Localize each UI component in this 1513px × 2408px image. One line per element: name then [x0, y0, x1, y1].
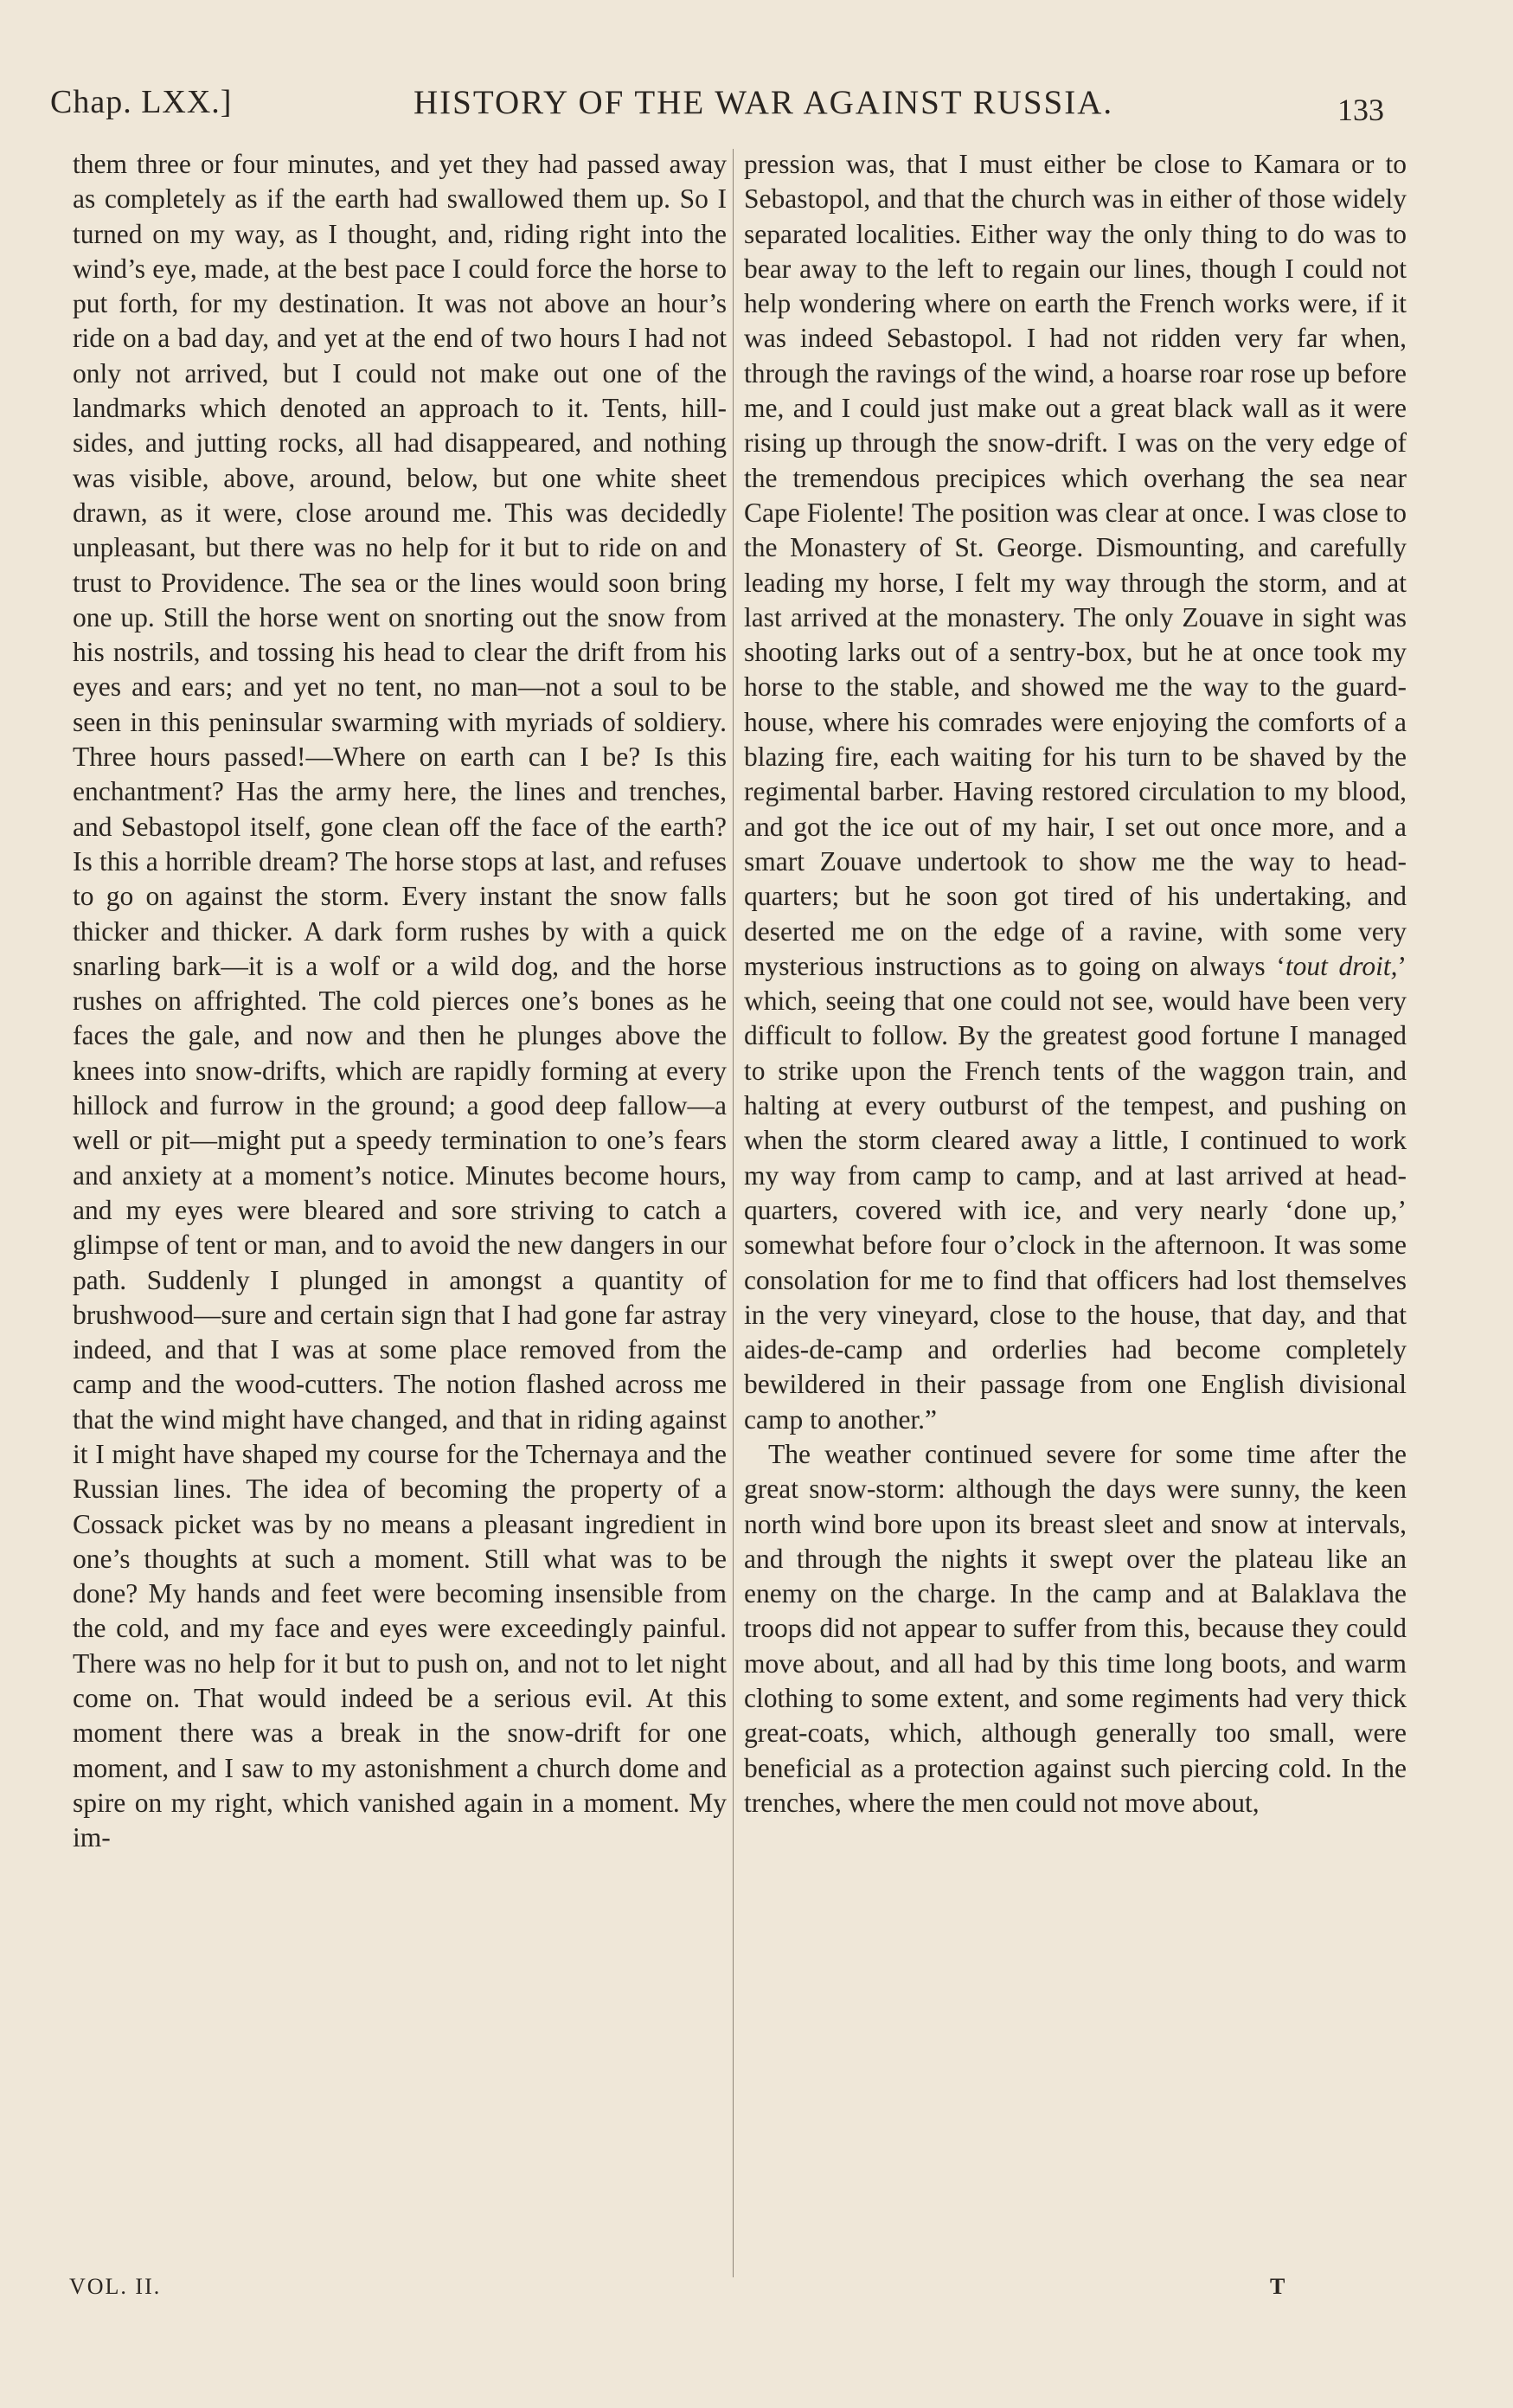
- signature-mark: T: [1270, 2274, 1285, 2299]
- right-paragraph-1: [744, 147, 1407, 1437]
- running-title: HISTORY OF THE WAR AGAINST RUSSIA.: [414, 84, 1114, 121]
- right-paragraph-1-text: pression was, that I must either be close to Kamara or to Sebastopol, and that the church was in either of those widely separated localities. Either way the only thing to do was to bear away to the left to regain our lines, though I could not help wondering where on earth the French works were, if it was indeed Sebastopol. I had not ridden very far when, through the ravings of the wind, a hoarse roar rose up before me, and I could just make out a great black wall as it were rising up through the snow-drift. I was on the very edge of the tremendous precipices which overhang the sea near Cape Fiolente! The position was clear at once. I was close to the Monastery of St. George. Dismounting, and carefully leading my horse, I felt my way through the storm, and at last arrived at the monastery. The only Zouave in sight was shooting larks out of a sentry-box, but he at once took my horse to the stable, and showed me the way to the guard-house, where his comrades were enjoying the comforts of a blazing fire, each waiting for his turn to be shaved by the regimental barber. Having restored circulation to my blood, and got the ice out of my hair, I set out once more, and a smart Zouave undertook to show me the way to head-quarters; but he soon got tired of his undertaking, and deserted me on the edge of a ravine, with some very mysterious instructions as to going on always ‘: [744, 149, 1407, 981]
- right-paragraph-2: The weather continued severe for some time after the great snow-storm: although the days were sunny, the keen north wind bore upon its breast sleet and snow at intervals, and through the nights it swept over the plateau like an enemy on the charge. In the camp and at Balaklava the troops did not appear to suffer from this, because they could move about, and all had by this time long boots, and warm clothing to some extent, and some regiments had very thick great-coats, which, although generally too small, were beneficial as a protection against such piercing cold. In the trenches, where the men could not move about,: [744, 1438, 1407, 1818]
- volume-label: VOL. II.: [69, 2274, 162, 2299]
- running-header: [50, 80, 1434, 132]
- italic-phrase: tout droit,: [1285, 950, 1398, 981]
- right-paragraph-1-continued: ’ which, seeing that one could not see, would have been very difficult to follow. By the greatest good fortune I managed to strike upon the French tents of the waggon train, and halting at every outburst of the tempest, and pushing on when the storm cleared away a little, I continued to work my way from camp to camp, and at last arrived at head-quarters, covered with ice, and very nearly ‘done up,’ somewhat before four o’clock in the afternoon. It was some consolation for me to find that officers had lost themselves in the very vineyard, close to the house, that day, and that aides-de-camp and orderlies had become completely bewildered in their passage from one English divisional camp to another.”: [744, 950, 1407, 1435]
- left-paragraph-1: them three or four minutes, and yet they had passed away as completely as if the earth had swallowed them up. So I turned on my way, as I thought, and, riding right into the wind’s eye, made, at the best pace I could force the horse to put forth, for my destination. It was not above an hour’s ride on a bad day, and yet at the end of two hours I had not only not arrived, but I could not make out one of the landmarks which denoted an approach to it. Tents, hill-sides, and jutting rocks, all had disappeared, and nothing was visible, above, around, below, but one white sheet drawn, as it were, close around me. This was decidedly unpleasant, but there was no help for it but to ride on and trust to Providence. The sea or the lines would soon bring one up. Still the horse went on snorting out the snow from his nostrils, and tossing his head to clear the drift from his eyes and ears; and yet no tent, no man—not a soul to be seen in this peninsular swarming with myriads of soldiery. Three hours passed!—Where on earth can I be? Is this enchantment? Has the army here, the lines and trenches, and Sebastopol itself, gone clean off the face of the earth? Is this a horrible dream? The horse stops at last, and refuses to go on against the storm. Every instant the snow falls thicker and thicker. A dark form rushes by with a quick snarling bark—it is a wolf or a wild dog, and the horse rushes on affrighted. The cold pierces one’s bones as he faces the gale, and now and then he plunges above the knees into snow-drifts, which are rapidly forming at every hillock and furrow in the ground; a good deep fallow—a well or pit—might put a speedy termination to one’s fears and anxiety at a moment’s notice. Minutes become hours, and my eyes were bleared and sore striving to catch a glimpse of tent or man, and to avoid the new dangers in our path. Suddenly I plunged in amongst a quantity of brushwood—sure and certain sign that I had gone far astray indeed, and that I was at some place removed from the camp and the wood-cutters. The notion flashed across me that the wind might have changed, and that in riding against it I might have shaped my course for the Tchernaya and the Russian lines. The idea of becoming the property of a Cossack picket was by no means a pleasant ingredient in one’s thoughts at such a moment. Still what was to be done? My hands and feet were becoming insensible from the cold, and my face and eyes were exceedingly painful. There was no help for it but to push on, and not to let night come on. That would indeed be a serious evil. At this moment there was a break in the snow-drift for one moment, and I saw to my astonishment a church dome and spire on my right, which vanished again in a moment. My im-: [73, 149, 727, 1853]
- right-column: [744, 147, 1407, 2280]
- left-column: [73, 147, 727, 2280]
- page-number: 133: [1337, 93, 1384, 127]
- chapter-label: Chap. LXX.]: [50, 84, 233, 120]
- column-divider: [733, 149, 734, 2277]
